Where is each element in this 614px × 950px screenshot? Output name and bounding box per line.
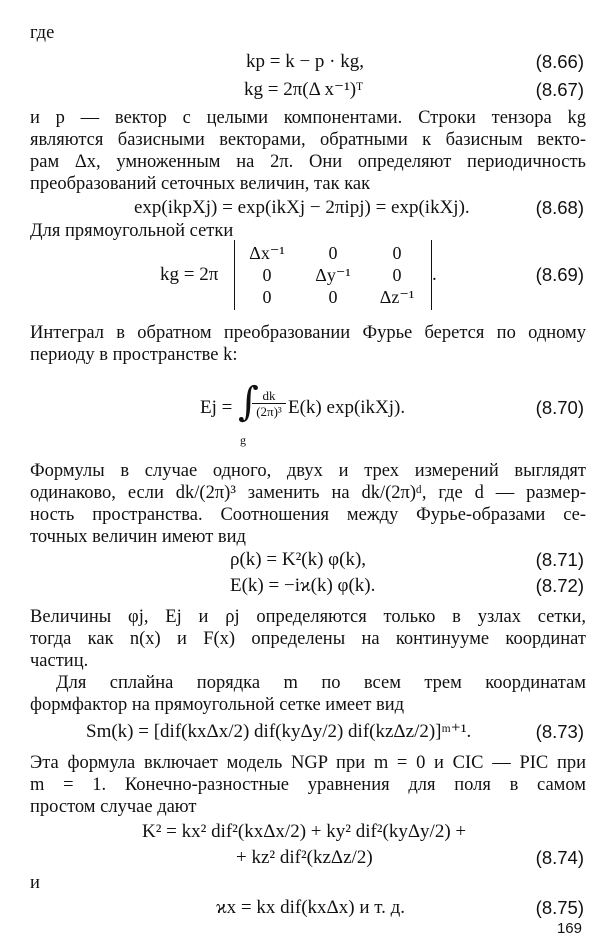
equation-8-67: kg = 2π(Δ x⁻¹)ᵀ	[244, 79, 363, 100]
text-line: частиц.	[30, 651, 89, 671]
text-line: рам Δx, умноженным на 2π. Они определяют периодичность	[30, 152, 586, 172]
text-line: ность пространства. Соотношения между Фурье-образами се-	[30, 505, 586, 525]
equation-number: (8.71)	[535, 549, 584, 570]
equation-number: (8.74)	[535, 847, 584, 868]
text-line: Эта формула включает модель NGP при m = 0 и CIC — PIC при	[30, 753, 586, 773]
equation-number: (8.75)	[535, 897, 584, 918]
text-line: Формулы в случае одного, двух и трех измерений выглядят	[30, 461, 586, 481]
matrix	[234, 240, 432, 310]
text-line: где	[30, 23, 55, 43]
page-number: 169	[556, 920, 582, 937]
matrix-cell: 0	[392, 265, 402, 285]
text-line: Для сплайна порядка m по всем трем координатам	[56, 673, 586, 693]
text-line: являются базисными векторами, обратными к базисным векто-	[30, 130, 586, 150]
text-line: и	[30, 873, 40, 893]
text-line: формфактор на прямоугольной сетке имеет вид	[30, 695, 405, 715]
fraction	[252, 388, 286, 419]
matrix-cell: 0	[328, 243, 338, 263]
text-line: одинаково, если dk/(2π)³ заменить на dk/(2π)ᵈ, где d — размер-	[30, 483, 586, 503]
equation-8-68: exp(ikpXj) = exp(ikXj − 2πipj) = exp(ikXj).	[134, 197, 470, 218]
matrix-cell: Δz⁻¹	[379, 287, 415, 307]
text-line: точных величин имеют вид	[30, 527, 246, 547]
equation-number: (8.69)	[535, 264, 584, 285]
text-line: периоду в пространстве k:	[30, 345, 238, 365]
equation-8-74-line2: + kz² dif²(kzΔz/2)	[236, 847, 373, 868]
equation-8-71: ρ(k) = K²(k) φ(k),	[230, 549, 367, 570]
equation-number: (8.66)	[535, 51, 584, 72]
text-line: простом случае дают	[30, 797, 197, 817]
integral-sign: ∫	[238, 379, 259, 425]
text-line: Интеграл в обратном преобразовании Фурье берется по одному	[30, 323, 586, 343]
matrix-cell: 0	[328, 287, 338, 307]
fraction-denominator: (2π)³	[252, 403, 286, 419]
text-line: и p — вектор с целыми компонентами. Строки тензора kg	[30, 108, 586, 128]
equation-number: (8.70)	[535, 397, 584, 418]
equation-8-69-end: .	[432, 264, 437, 285]
text-line: Величины φj, Ej и ρj определяются только в узлах сетки,	[30, 607, 586, 627]
equation-8-69-lhs: kg = 2π	[160, 264, 219, 285]
equation-number: (8.72)	[535, 575, 584, 596]
equation-number: (8.73)	[535, 721, 584, 742]
matrix-cell: Δx⁻¹	[249, 243, 285, 263]
equation-8-75: ϰx = kx dif(kxΔx) и т. д.	[216, 897, 406, 918]
equation-8-70-rhs: E(k) exp(ikXj).	[288, 397, 406, 418]
equation-number: (8.67)	[535, 79, 584, 100]
text-line: тогда как n(x) и F(x) определены на континууме координат	[30, 629, 586, 649]
integral-subscript: g	[240, 433, 246, 447]
equation-8-66: kp = k − p · kg,	[246, 51, 365, 72]
text-line: преобразований сеточных величин, так как	[30, 174, 371, 194]
matrix-cell: 0	[262, 287, 272, 307]
equation-8-74-line1: K² = kx² dif²(kxΔx/2) + ky² dif²(kyΔy/2) +	[142, 821, 467, 842]
equation-8-73: Sm(k) = [dif(kxΔx/2) dif(kyΔy/2) dif(kzΔz/2)]ᵐ⁺¹.	[86, 721, 472, 742]
equation-8-70-lhs: Ej =	[200, 397, 233, 418]
text-line: Для прямоугольной сетки	[30, 221, 234, 241]
equation-8-72: E(k) = −iϰ(k) φ(k).	[230, 575, 376, 596]
text-line: m = 1. Конечно-разностные уравнения для поля в самом	[30, 775, 586, 795]
matrix-cell: 0	[262, 265, 272, 285]
fraction-numerator: dk	[262, 388, 276, 403]
matrix-cell: Δy⁻¹	[315, 265, 351, 285]
matrix-cell: 0	[392, 243, 402, 263]
equation-number: (8.68)	[535, 197, 584, 218]
